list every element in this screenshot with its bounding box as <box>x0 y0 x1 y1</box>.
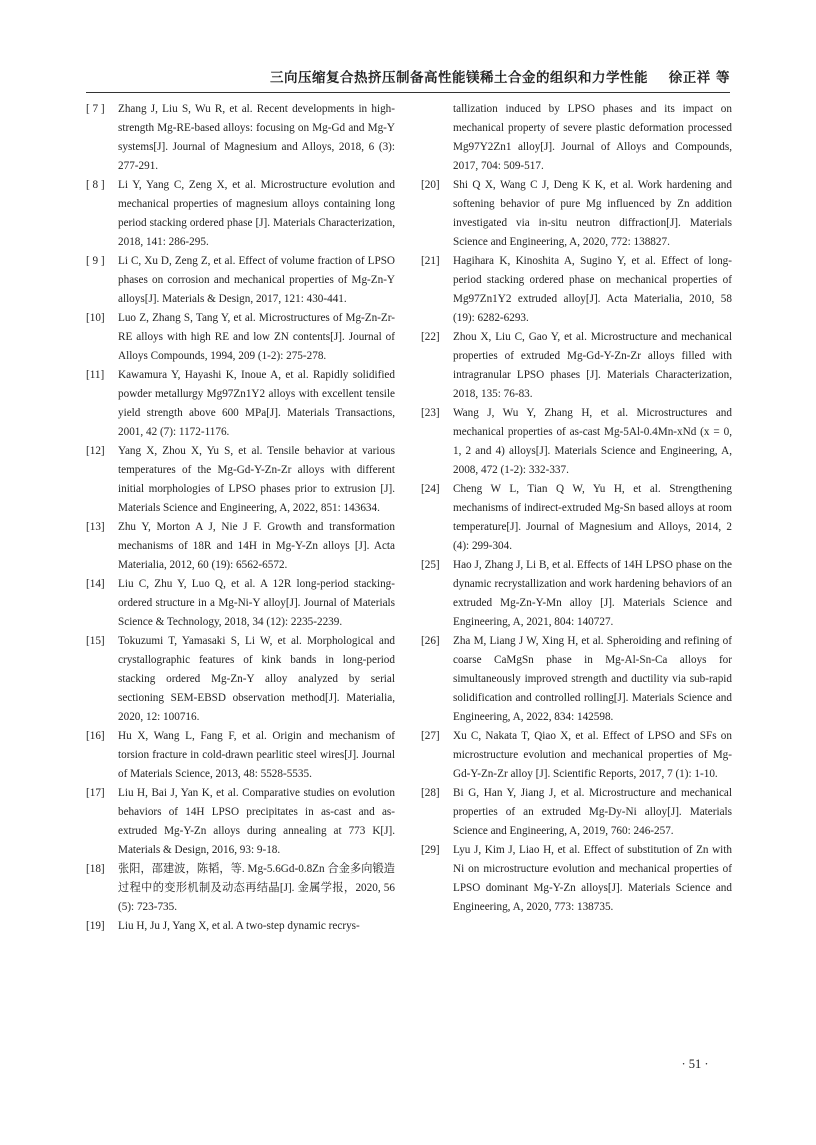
reference-item <box>421 176 732 252</box>
reference-number: [14] <box>86 578 105 590</box>
reference-item <box>421 841 732 917</box>
reference-text: tallization induced by LPSO phases and its impact on mechanical property of severe plastic deformation processed Mg97Y2Zn1 alloy[J]. Journal of Alloys and Compounds, 2017, 704: 509-517. <box>453 103 732 172</box>
header-title: 三向压缩复合热挤压制备高性能镁稀土合金的组织和力学性能 <box>269 70 648 86</box>
reference-text: Yang X, Zhou X, Yu S, et al. Tensile behavior at various temperatures of the Mg-Gd-Y-Zn-Zr alloys with different initial morphologies of LPSO phases prior to extrusion [J]. Materials Science and Engineering, A, 2022, 851: 143634. <box>118 445 395 514</box>
reference-item <box>86 727 395 784</box>
reference-text: Zhang J, Liu S, Wu R, et al. Recent developments in high-strength Mg-RE-based alloys: focusing on Mg-Gd and Mg-Y systems[J]. Journal of Magnesium and Alloys, 2018, 6 (3): 277-291. <box>118 103 395 172</box>
reference-text: Kawamura Y, Hayashi K, Inoue A, et al. Rapidly solidified powder metallurgy Mg97Zn1Y2 alloys with excellent tensile yield strength above 600 MPa[J]. Materials Transactions, 2001, 42 (7): 1172-1176. <box>118 369 395 438</box>
reference-text: Tokuzumi T, Yamasaki S, Li W, et al. Morphological and crystallographic features of kink bands in long-period stacking ordered Mg-Zn-Y alloy analyzed by serial sectioning SEM-EBSD observation method[J]. Materialia, 2020, 12: 100716. <box>118 635 395 723</box>
reference-number: [19] <box>86 920 105 932</box>
reference-number: [28] <box>421 787 440 799</box>
reference-item <box>421 727 732 784</box>
reference-text: Zhu Y, Morton A J, Nie J F. Growth and transformation mechanisms of 18R and 14H in Mg-Y-Zn alloys [J]. Acta Materialia, 2012, 60 (19): 6562-6572. <box>118 521 395 571</box>
reference-number: [24] <box>421 483 440 495</box>
reference-item <box>421 328 732 404</box>
reference-number: [18] <box>86 863 105 875</box>
reference-number: [17] <box>86 787 105 799</box>
reference-number: [27] <box>421 730 440 742</box>
reference-item <box>421 632 732 727</box>
reference-number: [26] <box>421 635 440 647</box>
reference-text: Lyu J, Kim J, Liao H, et al. Effect of substitution of Zn with Ni on microstructure evolution and mechanical properties of LPSO dominant Mg-Y-Zn alloys[J]. Materials Science and Engineering, A, 2020, 773: 138735. <box>453 844 732 913</box>
reference-item <box>421 404 732 480</box>
reference-item <box>86 575 395 632</box>
reference-item <box>421 480 732 556</box>
reference-item <box>421 100 732 176</box>
page-number: · 51 · <box>681 1057 709 1071</box>
reference-item <box>86 252 395 309</box>
reference-number: [ 7 ] <box>86 103 105 115</box>
reference-text: Wang J, Wu Y, Zhang H, et al. Microstructures and mechanical properties of as-cast Mg-5Al-0.4Mn-xNd (x = 0, 1, 2 and 4) alloys[J]. Materials Science and Engineering, A, 2008, 472 (1-2): 332-337. <box>453 407 732 476</box>
reference-number: [13] <box>86 521 105 533</box>
reference-text: Zha M, Liang J W, Xing H, et al. Spheroiding and refining of coarse CaMgSn phase in Mg-Al-Sn-Ca alloys for simultaneously improved strength and ductility via sub-rapid solidification and controlled rolling[J]. Materials Science and Engineering, A, 2022, 834: 142598. <box>453 635 732 723</box>
reference-text: 张阳，邵建波，陈韬，等. Mg-5.6Gd-0.8Zn 合金多向锻造过程中的变形机制及动态再结晶[J]. 金属学报，2020, 56 (5): 723-735. <box>118 863 395 913</box>
reference-number: [ 9 ] <box>86 255 105 267</box>
reference-item <box>86 100 395 176</box>
reference-text: Liu H, Ju J, Yang X, et al. A two-step dynamic recrys- <box>118 920 360 932</box>
reference-text: Hagihara K, Kinoshita A, Sugino Y, et al. Effect of long-period stacking ordered phase on mechanical properties of Mg97Zn1Y2 extruded alloy[J]. Acta Materialia, 2010, 58 (19): 6282-6293. <box>453 255 732 324</box>
reference-text: Shi Q X, Wang C J, Deng K K, et al. Work hardening and softening behavior of pure Mg influenced by Zn addition investigated via in-situ neutron diffraction[J]. Materials Science and Engineering, A, 2020, 772: 138827. <box>453 179 732 248</box>
reference-text: Zhou X, Liu C, Gao Y, et al. Microstructure and mechanical properties of extruded Mg-Gd-Y-Zn-Zr alloys filled with intragranular LPSO phases [J]. Materials Characterization, 2018, 135: 76-83. <box>453 331 732 400</box>
reference-text: Cheng W L, Tian Q W, Yu H, et al. Strengthening mechanisms of indirect-extruded Mg-Sn based alloys at room temperature[J]. Journal of Magnesium and Alloys, 2014, 2 (4): 299-304. <box>453 483 732 552</box>
reference-text: Luo Z, Zhang S, Tang Y, et al. Microstructures of Mg-Zn-Zr-RE alloys with high RE and low ZN contents[J]. Journal of Alloys Compounds, 1994, 209 (1-2): 275-278. <box>118 312 395 362</box>
reference-number: [ 8 ] <box>86 179 105 191</box>
header-authors: 徐正祥 等 <box>668 70 730 86</box>
reference-number: [29] <box>421 844 440 856</box>
reference-item <box>421 252 732 328</box>
reference-number: [10] <box>86 312 105 324</box>
reference-item <box>421 784 732 841</box>
reference-item <box>421 556 732 632</box>
reference-column-right <box>421 100 732 917</box>
reference-text: Li C, Xu D, Zeng Z, et al. Effect of volume fraction of LPSO phases on corrosion and mechanical properties of Mg-Zn-Y alloys[J]. Materials & Design, 2017, 121: 430-441. <box>118 255 395 305</box>
reference-item <box>86 632 395 727</box>
reference-text: Hao J, Zhang J, Li B, et al. Effects of 14H LPSO phase on the dynamic recrystallization and work hardening behaviors of an extruded Mg-Zn-Y-Mn alloy [J]. Materials Science and Engineering, A, 2021, 804: 140727. <box>453 559 732 628</box>
reference-column-left <box>86 100 395 936</box>
reference-text: Li Y, Yang C, Zeng X, et al. Microstructure evolution and mechanical properties of magnesium alloys containing long period stacking ordered phase [J]. Materials Characterization, 2018, 141: 286-295. <box>118 179 395 248</box>
reference-item <box>86 309 395 366</box>
reference-text: Xu C, Nakata T, Qiao X, et al. Effect of LPSO and SFs on microstructure evolution and mechanical properties of Mg-Gd-Y-Zn-Zr alloy [J]. Scientific Reports, 2017, 7 (1): 1-10. <box>453 730 732 780</box>
reference-item <box>86 784 395 860</box>
reference-item <box>86 860 395 917</box>
reference-text: Liu H, Bai J, Yan K, et al. Comparative studies on evolution behaviors of 14H LPSO precipitates in as-cast and as-extruded Mg-Y-Zn alloys during annealing at 773 K[J]. Materials & Design, 2016, 93: 9-18. <box>118 787 395 856</box>
running-header <box>86 66 730 86</box>
reference-item <box>86 176 395 252</box>
reference-text: Liu C, Zhu Y, Luo Q, et al. A 12R long-period stacking-ordered structure in a Mg-Ni-Y alloy[J]. Journal of Materials Science & Technology, 2018, 34 (12): 2235-2239. <box>118 578 395 628</box>
header-rule <box>86 92 730 93</box>
reference-text: Hu X, Wang L, Fang F, et al. Origin and mechanism of torsion fracture in cold-drawn pearlitic steel wires[J]. Journal of Materials Science, 2013, 48: 5528-5535. <box>118 730 395 780</box>
reference-item <box>86 366 395 442</box>
reference-number: [23] <box>421 407 440 419</box>
reference-item <box>86 518 395 575</box>
reference-number: [21] <box>421 255 440 267</box>
reference-number: [12] <box>86 445 105 457</box>
reference-number: [11] <box>86 369 105 381</box>
reference-number: [22] <box>421 331 440 343</box>
reference-item <box>86 917 395 936</box>
reference-number: [20] <box>421 179 440 191</box>
reference-number: [25] <box>421 559 440 571</box>
reference-item <box>86 442 395 518</box>
reference-text: Bi G, Han Y, Jiang J, et al. Microstructure and mechanical properties of an extruded Mg-Dy-Ni alloy[J]. Materials Science and Engineering, A, 2019, 760: 246-257. <box>453 787 732 837</box>
reference-number: [16] <box>86 730 105 742</box>
reference-number: [15] <box>86 635 105 647</box>
